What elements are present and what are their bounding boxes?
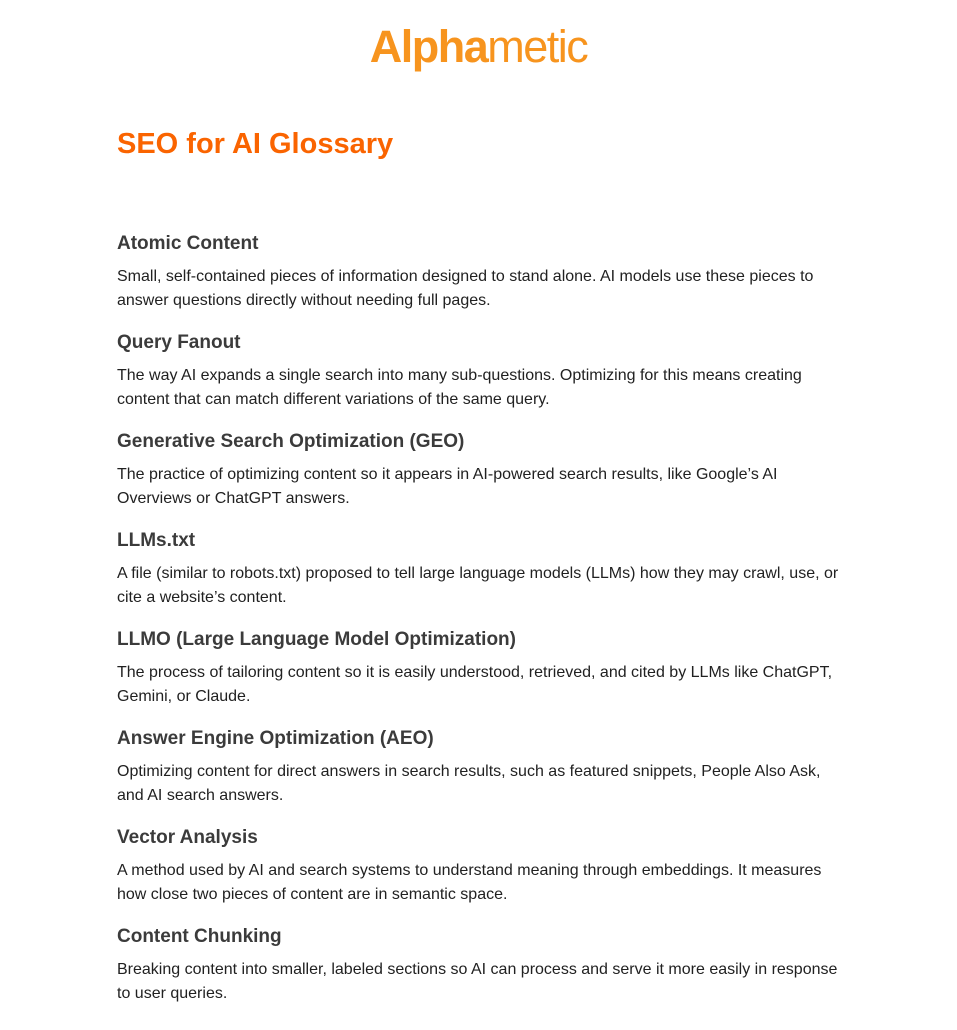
glossary-entry xyxy=(117,430,847,511)
logo-text-light: metic xyxy=(487,21,588,72)
glossary-definition: The way AI expands a single search into many sub-questions. Optimizing for this means creating content that can match different variations of the same query. xyxy=(117,367,802,408)
glossary-term: Content Chunking xyxy=(117,926,282,947)
glossary-term: LLMO (Large Language Model Optimization) xyxy=(117,629,516,650)
glossary-term: Vector Analysis xyxy=(117,827,258,848)
glossary-list xyxy=(117,232,847,1006)
glossary-entry xyxy=(117,727,847,808)
glossary-term: Generative Search Optimization (GEO) xyxy=(117,431,465,452)
glossary-entry xyxy=(117,529,847,610)
glossary-entry xyxy=(117,925,847,1006)
glossary-entry xyxy=(117,232,847,313)
glossary-definition: The process of tailoring content so it is easily understood, retrieved, and cited by LLMs like ChatGPT, Gemini, or Claude. xyxy=(117,664,833,705)
glossary-entry xyxy=(117,826,847,907)
glossary-entry xyxy=(117,628,847,709)
glossary-definition: Breaking content into smaller, labeled sections so AI can process and serve it more easily in response to user queries. xyxy=(117,961,838,1002)
glossary-definition: Optimizing content for direct answers in search results, such as featured snippets, People Also Ask, and AI search answers. xyxy=(117,763,821,804)
header xyxy=(0,0,957,78)
logo-text-bold: Alpha xyxy=(369,21,488,72)
glossary-term: Atomic Content xyxy=(117,233,259,254)
glossary-entry xyxy=(117,331,847,412)
page-title: SEO for AI Glossary xyxy=(117,128,394,160)
glossary-definition: A file (similar to robots.txt) proposed to tell large language models (LLMs) how they may crawl, use, or cite a website’s content. xyxy=(117,565,839,606)
glossary-definition: The practice of optimizing content so it appears in AI-powered search results, like Google’s AI Overviews or ChatGPT answers. xyxy=(117,466,778,507)
glossary-definition: A method used by AI and search systems to understand meaning through embeddings. It measures how close two pieces of content are in semantic space. xyxy=(117,862,822,903)
content-area xyxy=(0,127,957,1006)
glossary-definition: Small, self-contained pieces of information designed to stand alone. AI models use these pieces to answer questions directly without needing full pages. xyxy=(117,268,814,309)
glossary-term: Answer Engine Optimization (AEO) xyxy=(117,728,434,749)
alphametic-logo xyxy=(0,18,957,76)
glossary-term: Query Fanout xyxy=(117,332,241,353)
glossary-term: LLMs.txt xyxy=(117,530,196,551)
